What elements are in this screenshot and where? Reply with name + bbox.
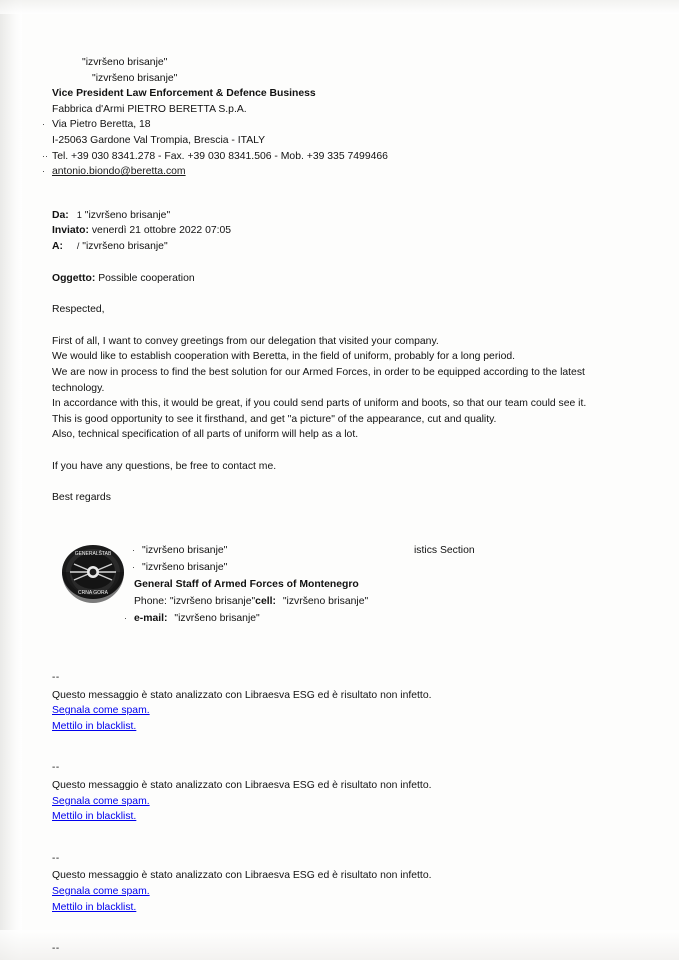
body-paragraph: First of all, I want to convey greetings from our delegation that visited your company. xyxy=(52,335,439,347)
notice-separator: -- xyxy=(52,762,60,774)
report-spam-link[interactable]: Segnala come spam. xyxy=(52,795,150,807)
scan-mark-dash-3: · xyxy=(42,166,45,177)
signature-name-row xyxy=(132,542,632,559)
sender-street: Via Pietro Beretta, 18 xyxy=(52,119,151,131)
notice-gap xyxy=(52,825,632,851)
header-redacted-line-1: "izvršeno brisanje" xyxy=(82,57,168,68)
notice-text: Questo messaggio è stato analizzato con Libraesva ESG ed è risultato non infetto. xyxy=(52,870,432,882)
closing-question: If you have any questions, be free to contact me. xyxy=(52,460,277,472)
scan-mark-slash-2: / xyxy=(76,240,80,251)
notice-gap xyxy=(52,915,632,941)
subject-label: Oggetto: xyxy=(52,272,96,284)
meta-to-label: A: xyxy=(52,240,63,252)
sender-header xyxy=(42,55,632,180)
meta-sent-row xyxy=(52,223,632,239)
signature-text xyxy=(124,542,632,627)
footer-notices xyxy=(52,670,632,957)
regards: Best regards xyxy=(52,492,111,504)
sender-phones-row xyxy=(42,149,632,165)
report-spam-link[interactable]: Segnala come spam. xyxy=(52,886,150,897)
body-paragraph: In accordance with this, it would be great, if you could send parts of uniform and boots, so that our team could see it. xyxy=(52,398,587,410)
signature-email-label: e-mail: xyxy=(134,613,168,625)
signature-phone-row xyxy=(134,593,632,610)
meta-from-label: Da: xyxy=(52,209,69,221)
scan-mark-dash-1: · xyxy=(42,119,45,130)
document-content xyxy=(42,55,632,957)
meta-from-row xyxy=(52,208,632,224)
trailing-separator: -- xyxy=(52,943,60,955)
signature-redacted-rank: "izvršeno brisanje" xyxy=(142,562,228,574)
scan-mark-dash-2: ·· xyxy=(42,150,48,161)
meta-to-row xyxy=(52,239,632,255)
sender-title: Vice President Law Enforcement & Defence Business xyxy=(52,88,316,100)
svg-text:CRNA GORA: CRNA GORA xyxy=(77,590,109,597)
blacklist-link[interactable]: Mettilo in blacklist. xyxy=(52,901,137,913)
scan-mark-dash-4: · xyxy=(132,545,135,556)
subject-row xyxy=(52,271,632,287)
signature-redacted-name: "izvršeno brisanje" xyxy=(142,545,228,557)
svg-text:GENERALŠTAB: GENERALŠTAB xyxy=(74,551,112,558)
blacklist-link[interactable]: Mettilo in blacklist. xyxy=(52,720,137,732)
meta-sent-label: Inviato: xyxy=(52,225,89,237)
salutation: Respected, xyxy=(52,304,105,316)
body-paragraph: We would like to establish cooperation with Beretta, in the field of uniform, probably for a long period. xyxy=(52,351,516,363)
notice-group xyxy=(52,670,632,734)
notice-group xyxy=(52,760,632,824)
body-paragraph: We are now in process to find the best solution for our Armed Forces, in order to be equipped according to the latest technology. xyxy=(52,366,585,394)
meta-to-value: "izvršeno brisanje" xyxy=(82,240,168,252)
blacklist-link[interactable]: Mettilo in blacklist. xyxy=(52,811,137,823)
body-paragraph: Also, technical specification of all parts of uniform will help as a lot. xyxy=(52,429,359,441)
signature-email-value: "izvršeno brisanje" xyxy=(174,613,260,625)
report-spam-link[interactable]: Segnala come spam. xyxy=(52,705,150,717)
notice-gap xyxy=(52,734,632,760)
sender-street-row xyxy=(42,117,632,133)
body-paragraph: This is good opportunity to see it firsthand, and get "a picture" of the appearance, cut and quality. xyxy=(52,413,497,425)
sender-city: I-25063 Gardone Val Trompia, Brescia - ITALY xyxy=(52,134,266,146)
sender-phones: Tel. +39 030 8341.278 - Fax. +39 030 8341.506 - Mob. +39 335 7499466 xyxy=(52,150,388,162)
sender-company: Fabbrica d'Armi PIETRO BERETTA S.p.A. xyxy=(52,103,247,115)
signature-rank-row xyxy=(132,559,632,576)
notice-separator: -- xyxy=(52,852,60,864)
body-paragraphs xyxy=(52,334,632,443)
message-metadata xyxy=(52,208,632,255)
notice-text: Questo messaggio è stato analizzato con Libraesva ESG ed è risultato non infetto. xyxy=(52,689,432,701)
notice-separator: -- xyxy=(52,672,60,684)
header-redacted-line-2: "izvršeno brisanje" xyxy=(92,72,178,84)
signature-cell-value: "izvršeno brisanje" xyxy=(282,596,369,608)
notice-text: Questo messaggio è stato analizzato con Libraesva ESG ed è risultato non infetto. xyxy=(52,780,432,792)
signature-cell-label: cell: xyxy=(255,596,276,608)
sender-email-row xyxy=(42,164,632,180)
sender-email-link[interactable]: antonio.biondo@beretta.com xyxy=(52,166,186,178)
signature-block xyxy=(52,542,632,628)
signature-phone-value: "izvršeno brisanje" xyxy=(169,596,256,608)
meta-sent-value: venerdì 21 ottobre 2022 07:05 xyxy=(91,225,232,237)
meta-from-value: "izvršeno brisanje" xyxy=(84,209,171,221)
montenegro-armed-forces-emblem-icon xyxy=(60,542,126,606)
signature-email-row xyxy=(124,610,632,627)
scan-mark-slash-1: 1 xyxy=(76,209,82,220)
scan-mark-dash-6: · xyxy=(124,613,127,624)
notice-group xyxy=(52,851,632,915)
signature-organization: General Staff of Armed Forces of Montenegro xyxy=(134,579,359,591)
scan-mark-dash-5: · xyxy=(132,562,135,573)
signature-phone-label: Phone: xyxy=(134,596,167,608)
signature-section: istics Section xyxy=(414,545,475,557)
subject-value: Possible cooperation xyxy=(98,272,195,284)
scan-edge-top xyxy=(0,0,679,14)
scan-edge-left xyxy=(0,0,22,960)
